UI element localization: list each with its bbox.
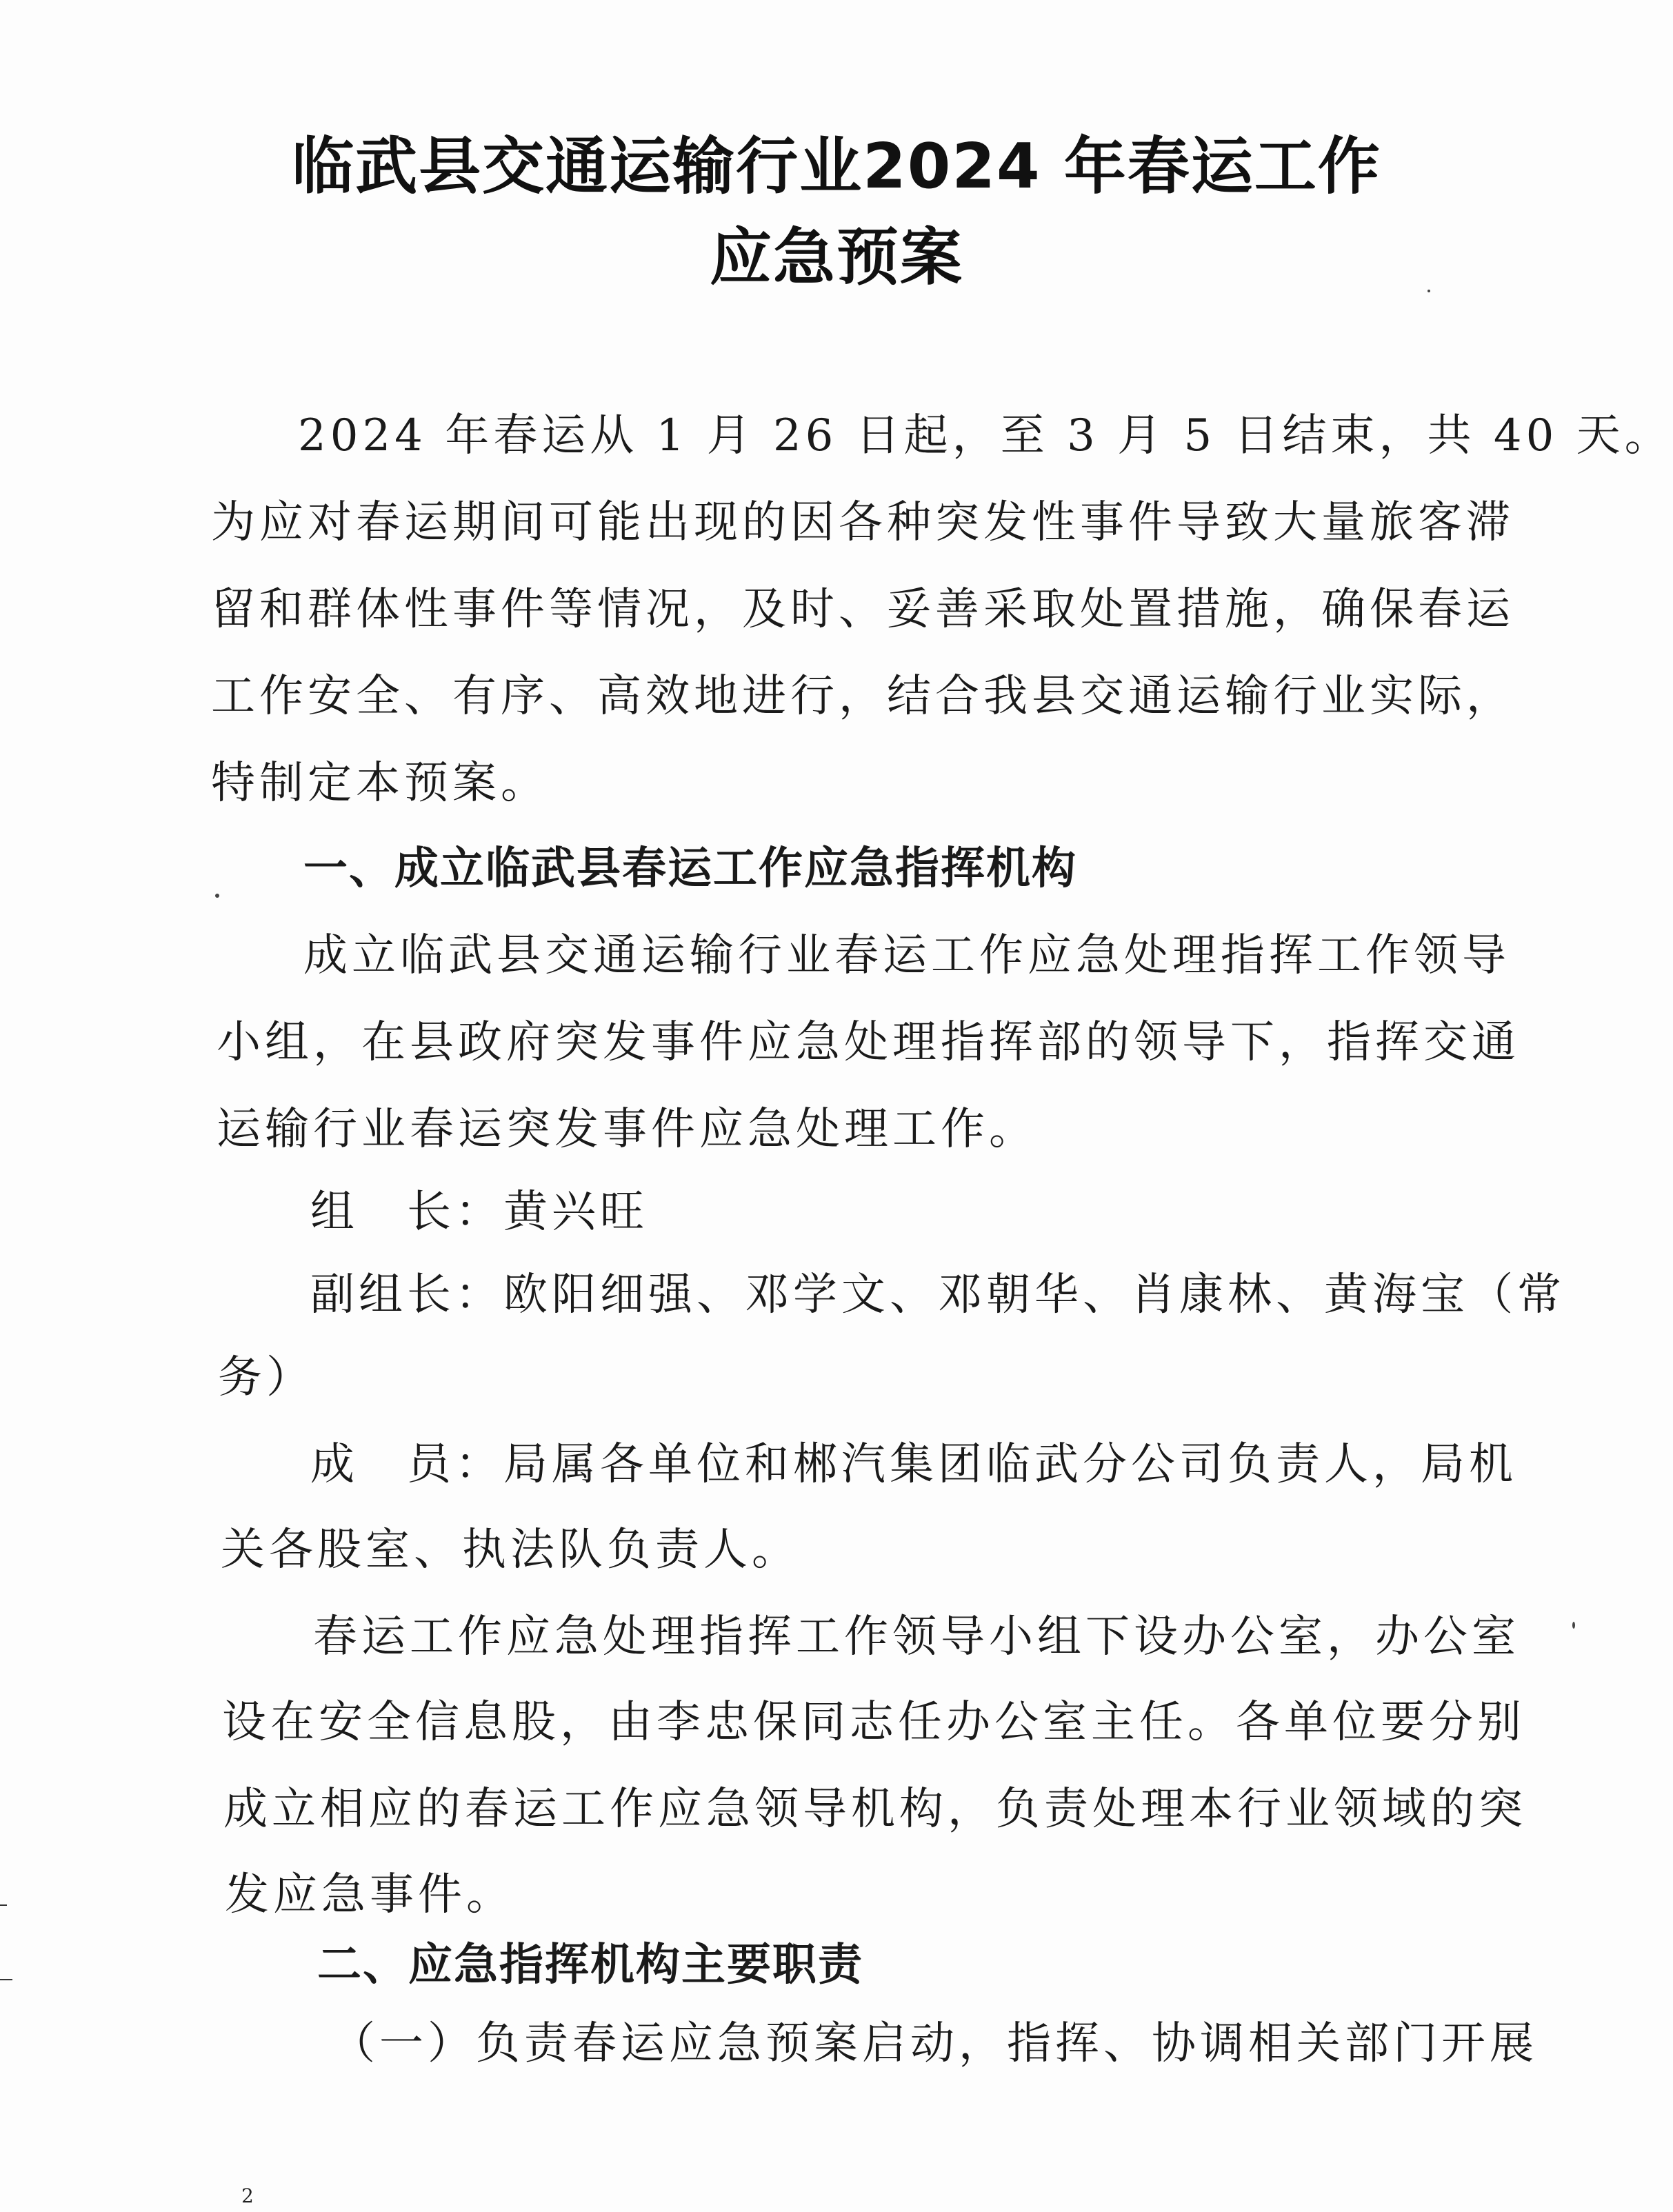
- group-leader-line: 组 长：黄兴旺: [310, 1187, 648, 1238]
- scan-speck: [1427, 290, 1430, 292]
- page-number: 2: [241, 2184, 254, 2207]
- document-title-line-2: 应急预案: [710, 221, 963, 294]
- paragraph-line: 关各股室、执法队负责人。: [221, 1525, 800, 1576]
- scan-edge-mark: [0, 1904, 7, 1906]
- paragraph-line: 务）: [218, 1352, 314, 1403]
- scan-speck: [1572, 1622, 1575, 1629]
- scan-edge-mark: [0, 1979, 12, 1980]
- paragraph-line: 发应急事件。: [225, 1869, 514, 1920]
- paragraph-line: 设在安全信息股，由李忠保同志任办公室主任。各单位要分别: [222, 1697, 1525, 1748]
- scan-speck: [215, 894, 219, 898]
- paragraph-line: 运输行业春运突发事件应急处理工作。: [217, 1104, 1037, 1155]
- paragraph-line: 留和群体性事件等情况，及时、妥善采取处置措施，确保春运: [211, 584, 1514, 635]
- paragraph-line: 为应对春运期间可能出现的因各种突发性事件导致大量旅客滞: [211, 497, 1514, 548]
- paragraph-line: 春运工作应急处理指挥工作领导小组下设办公室，办公室: [313, 1611, 1520, 1662]
- paragraph-line: 成立临武县交通运输行业春运工作应急处理指挥工作领导: [303, 930, 1510, 981]
- paragraph-line: （一）负责春运应急预案启动，指挥、协调相关部门开展: [331, 2018, 1538, 2069]
- section-heading-2: 二、应急指挥机构主要职责: [317, 1940, 863, 1991]
- document-title-line-1: 临武县交通运输行业2024 年春运工作: [292, 130, 1381, 203]
- paragraph-line: 2024 年春运从 1 月 26 日起，至 3 月 5 日结束，共 40 天。: [298, 410, 1673, 461]
- section-heading-1: 一、成立临武县春运工作应急指挥机构: [303, 843, 1077, 894]
- paragraph-line: 小组，在县政府突发事件应急处理指挥部的领导下，指挥交通: [217, 1017, 1520, 1068]
- members-line: 成 员：局属各单位和郴汽集团临武分公司负责人，局机: [310, 1439, 1517, 1490]
- deputy-leaders-line: 副组长：欧阳细强、邓学文、邓朝华、肖康林、黄海宝（常: [310, 1269, 1565, 1320]
- paragraph-line: 特制定本预案。: [211, 758, 549, 809]
- paragraph-line: 成立相应的春运工作应急领导机构，负责处理本行业领域的突: [223, 1784, 1527, 1835]
- paragraph-line: 工作安全、有序、高效地进行，结合我县交通运输行业实际，: [211, 671, 1514, 722]
